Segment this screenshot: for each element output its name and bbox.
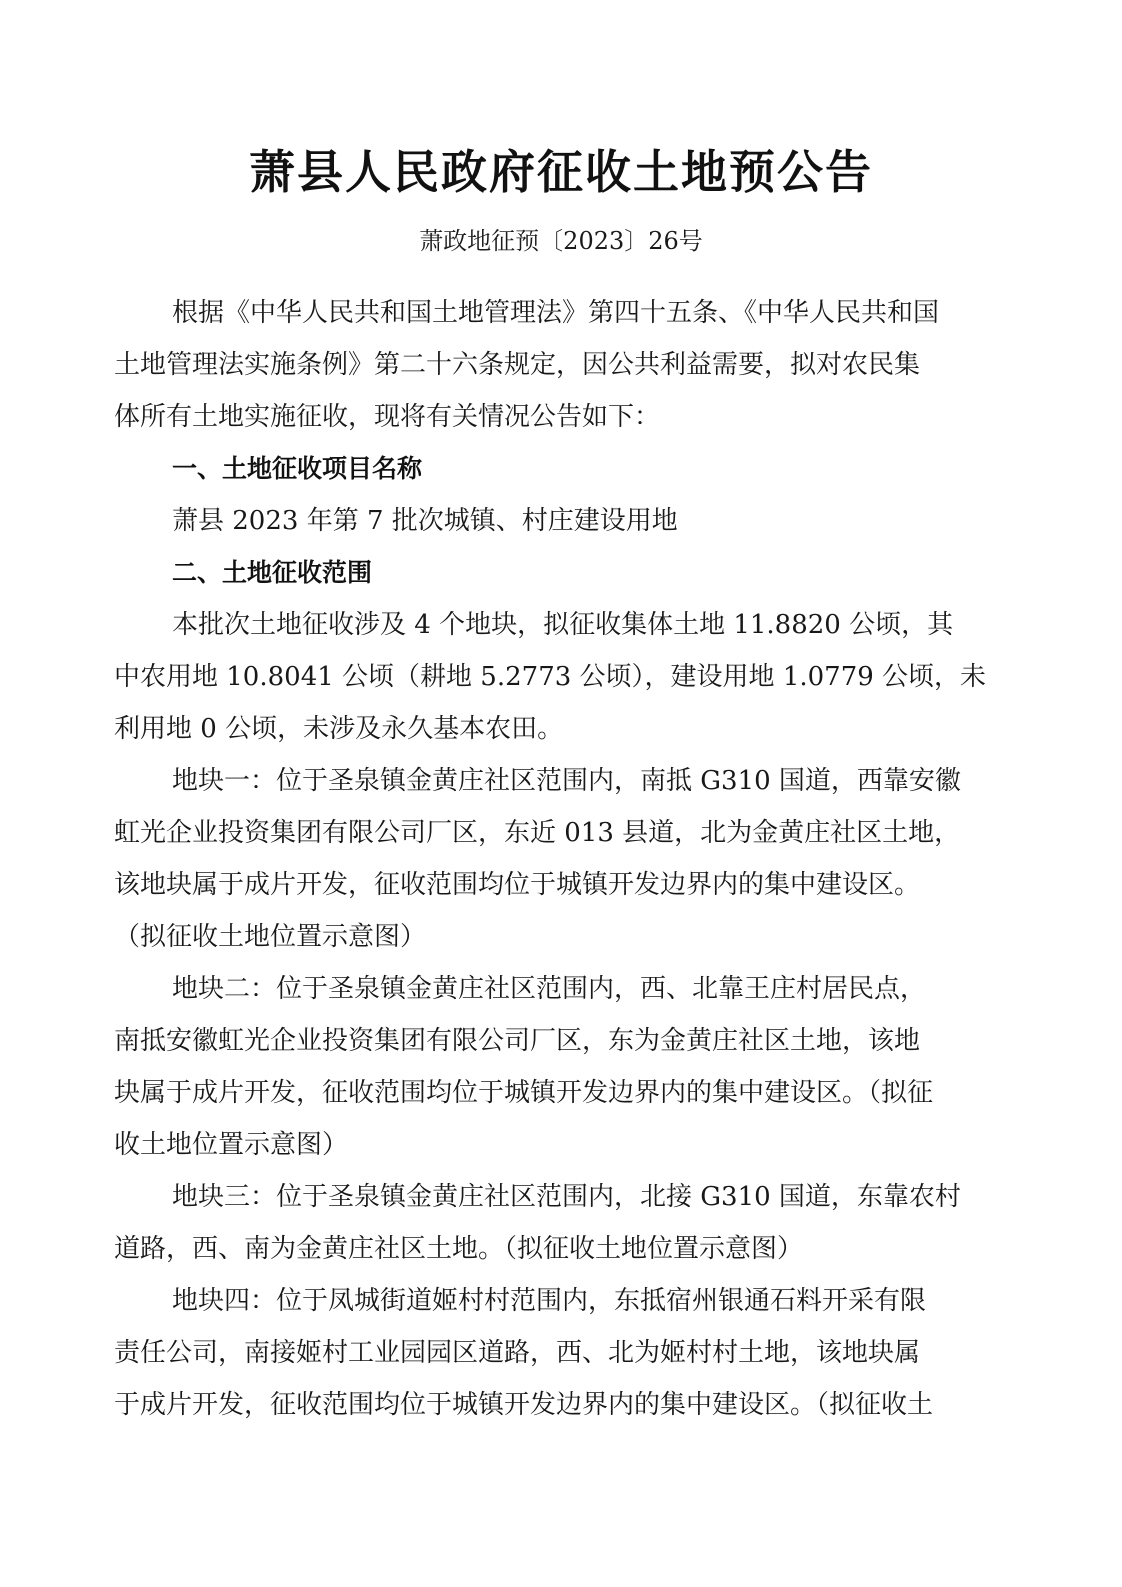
- page-title: 萧县人民政府征收土地预公告: [249, 145, 873, 199]
- paragraph-line: 地块二：位于圣泉镇金黄庄社区范围内，西、北靠王庄村居民点，: [172, 974, 927, 1004]
- paragraph-line: 本批次土地征收涉及 4 个地块，拟征收集体土地 11.8820 公顷，其: [172, 610, 954, 640]
- paragraph-line: 地块三：位于圣泉镇金黄庄社区范围内，北接 G310 国道，东靠农村: [172, 1182, 961, 1212]
- paragraph-line: 块属于成片开发，征收范围均位于城镇开发边界内的集中建设区。（拟征: [114, 1078, 934, 1108]
- paragraph-line: 于成片开发，征收范围均位于城镇开发边界内的集中建设区。（拟征收土: [114, 1390, 934, 1420]
- paragraph-line: 地块一：位于圣泉镇金黄庄社区范围内，南抵 G310 国道，西靠安徽: [172, 766, 961, 796]
- document-number: 萧政地征预〔2023〕26号: [419, 227, 703, 255]
- paragraph-line: 责任公司，南接姬村工业园园区道路，西、北为姬村村土地，该地块属: [114, 1338, 921, 1368]
- paragraph-line: 南抵安徽虹光企业投资集团有限公司厂区，东为金黄庄社区土地，该地: [114, 1026, 921, 1056]
- paragraph-line: 地块四：位于凤城街道姬村村范围内，东抵宿州银通石料开采有限: [172, 1286, 927, 1316]
- paragraph-line: 体所有土地实施征收，现将有关情况公告如下：: [114, 402, 661, 432]
- section-heading: 二、土地征收范围: [172, 558, 373, 587]
- paragraph-line: 中农用地 10.8041 公顷（耕地 5.2773 公顷），建设用地 1.0779 公顷，未: [114, 662, 987, 692]
- paragraph-line: 土地管理法实施条例》第二十六条规定，因公共利益需要，拟对农民集: [114, 350, 921, 380]
- paragraph-line: 虹光企业投资集团有限公司厂区，东近 013 县道，北为金黄庄社区土地，: [114, 818, 961, 848]
- paragraph-line: 收土地位置示意图）: [114, 1130, 349, 1160]
- paragraph-line: 萧县 2023 年第 7 批次城镇、村庄建设用地: [172, 506, 678, 536]
- section-heading: 一、土地征收项目名称: [172, 454, 423, 483]
- paragraph-line: 根据《中华人民共和国土地管理法》第四十五条、《中华人民共和国: [172, 298, 940, 328]
- paragraph-line: 道路，西、南为金黄庄社区土地。（拟征收土地位置示意图）: [114, 1234, 804, 1264]
- paragraph-line: 该地块属于成片开发，征收范围均位于城镇开发边界内的集中建设区。: [114, 870, 921, 900]
- paragraph-line: 利用地 0 公顷，未涉及永久基本农田。: [114, 714, 564, 744]
- paragraph-line: （拟征收土地位置示意图）: [114, 922, 427, 952]
